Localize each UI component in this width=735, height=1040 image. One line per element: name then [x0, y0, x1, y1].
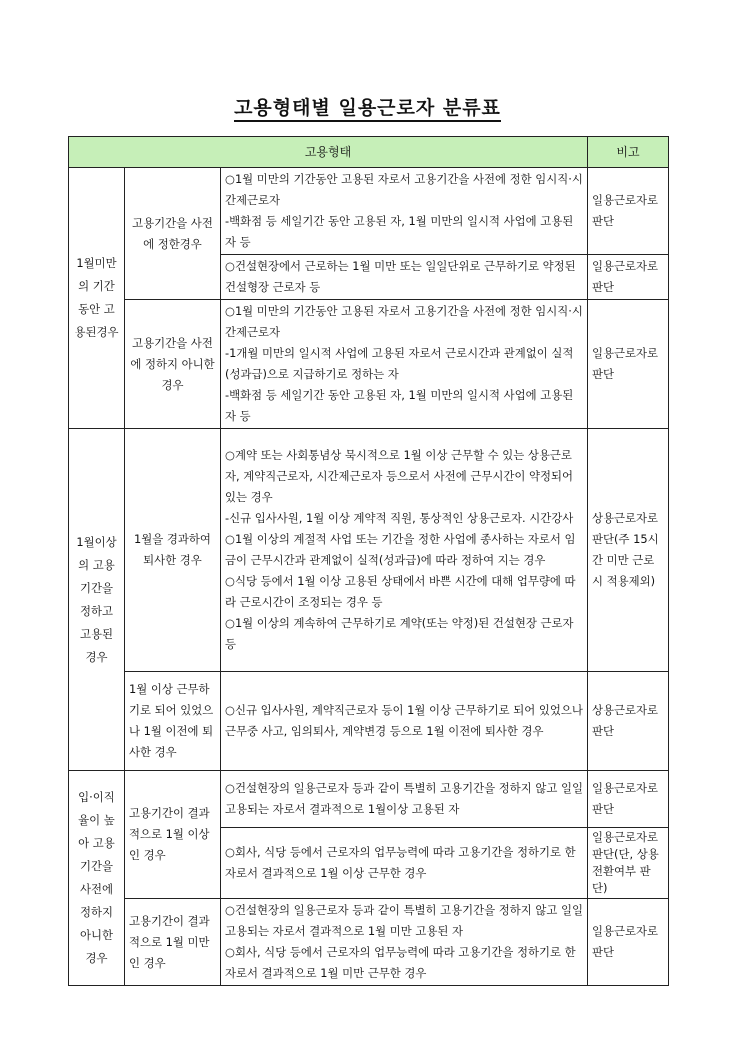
description-line: ○신규 입사사원, 계약직근로자 등이 1월 이상 근무하기로 되어 있었으나 근무중 사고, 임의퇴사, 계약변경 등으로 1월 이전에 퇴사한 경우 — [225, 703, 583, 738]
description-cell — [221, 899, 588, 986]
category-cell: 1월미만의 기간 동안 고용된경우 — [69, 168, 125, 429]
table-row — [69, 429, 669, 672]
header-employment-type: 고용형태 — [69, 137, 588, 168]
description-line: ○1월 이상의 계절적 사업 또는 기간을 정한 사업에 종사하는 자로서 임금이 근무시간과 관계없이 실적(성과급)에 따라 정하여 지는 경우 — [225, 532, 576, 567]
subcategory-cell: 고용기간을 사전에 정하지 아니한 경우 — [125, 300, 221, 429]
description-line: -1개월 미만의 일시적 사업에 고용된 자로서 근로시간과 관계없이 실적(성과급)으로 지급하기로 정하는 자 — [225, 346, 574, 381]
category-cell: 입‧이직율이 높아 고용기간을 사전에 정하지 아니한 경우 — [69, 771, 125, 986]
description-line: ○1월 이상의 계속하여 근무하기로 계약(또는 약정)된 건설현장 근로자 등 — [225, 616, 574, 651]
description-cell — [221, 429, 588, 672]
header-note: 비고 — [588, 137, 669, 168]
document-title-text: 고용형태별 일용근로자 분류표 — [234, 97, 501, 122]
description-cell — [221, 771, 588, 828]
description-line: ○1월 미만의 기간동안 고용된 자로서 고용기간을 사전에 정한 임시직‧시간제근로자 — [225, 172, 583, 207]
note-cell: 상용근로자로 판단 — [588, 672, 669, 771]
description-line: ○회사, 식당 등에서 근로자의 업무능력에 따라 고용기간을 정하기로 한 자로서 결과적으로 1월 이상 근무한 경우 — [225, 845, 576, 880]
description-cell — [221, 255, 588, 300]
category-cell: 1월이상의 고용기간을 정하고 고용된 경우 — [69, 429, 125, 771]
description-line: ○건설현장에서 근로하는 1월 미만 또는 일일단위로 근무하기로 약정된 건설형장 근로자 등 — [225, 259, 576, 294]
description-line: ○계약 또는 사회통념상 묵시적으로 1월 이상 근무할 수 있는 상용근로자, 계약직근로자, 시간제근로자 등으로서 사전에 근무시간이 약정되어 있는 경우 — [225, 448, 574, 504]
note-cell: 일용근로자로 판단 — [588, 255, 669, 300]
description-cell — [221, 828, 588, 899]
description-line: ○건설현장의 일용근로자 등과 같이 특별히 고용기간을 정하지 않고 일일 고용되는 자로서 결과적으로 1월이상 고용된 자 — [225, 781, 584, 816]
subcategory-cell: 고용기간을 사전에 정한경우 — [125, 168, 221, 300]
subcategory-cell: 1월 이상 근무하기로 되어 있었으나 1월 이전에 퇴사한 경우 — [125, 672, 221, 771]
note-cell: 일용근로자로 판단 — [588, 899, 669, 986]
table-header-row — [69, 137, 669, 168]
description-cell — [221, 168, 588, 255]
description-cell — [221, 300, 588, 429]
note-cell: 일용근로자로 판단 — [588, 300, 669, 429]
note-cell: 상용근로자로 판단(주 15시간 미만 근로시 적용제외) — [588, 429, 669, 672]
note-cell: 일용근로자로 판단 — [588, 168, 669, 255]
note-cell: 일용근로자로 판단 — [588, 771, 669, 828]
description-line: -신규 입사사원, 1월 이상 계약적 직원, 통상적인 상용근로자. 시간강사 — [225, 511, 574, 525]
subcategory-cell: 고용기간이 결과적으로 1월 미만인 경우 — [125, 899, 221, 986]
document-title — [0, 93, 735, 120]
description-line: ○1월 미만의 기간동안 고용된 자로서 고용기간을 사전에 정한 임시직‧시간제근로자 — [225, 304, 583, 339]
table-row — [69, 300, 669, 429]
table-row — [69, 899, 669, 986]
table-row — [69, 672, 669, 771]
description-line: -백화점 등 세일기간 동안 고용된 자, 1월 미만의 일시적 사업에 고용된 자 등 — [225, 214, 574, 249]
description-line: ○건설현장의 일용근로자 등과 같이 특별히 고용기간을 정하지 않고 일일 고용되는 자로서 결과적으로 1월 미만 고용된 자 — [225, 903, 584, 938]
description-cell — [221, 672, 588, 771]
note-cell: 일용근로자로 판단(단, 상용전환여부 판단) — [588, 828, 669, 899]
subcategory-cell: 1월을 경과하여 퇴사한 경우 — [125, 429, 221, 672]
description-line: -백화점 등 세일기간 동안 고용된 자, 1월 미만의 일시적 사업에 고용된 자 등 — [225, 388, 574, 423]
classification-table — [68, 136, 669, 986]
subcategory-cell: 고용기간이 결과적으로 1월 이상인 경우 — [125, 771, 221, 899]
description-line: ○회사, 식당 등에서 근로자의 업무능력에 따라 고용기간을 정하기로 한 자로서 결과적으로 1월 미만 근무한 경우 — [225, 945, 576, 980]
description-line: ○식당 등에서 1월 이상 고용된 상태에서 바쁜 시간에 대해 업무량에 따라 근로시간이 조정되는 경우 등 — [225, 574, 576, 609]
table-row — [69, 168, 669, 255]
table-row — [69, 771, 669, 828]
